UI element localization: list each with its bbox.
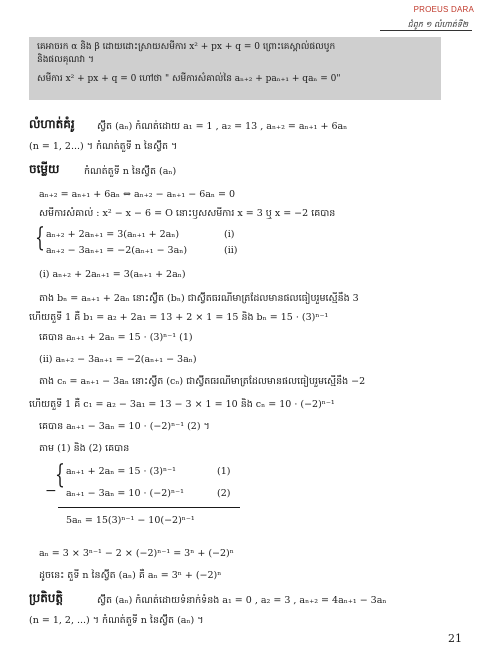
solution-line-3: (i) aₙ₊₂ + 2aₙ₊₁ = 3(aₙ₊₁ + 2aₙ) xyxy=(39,269,186,280)
page-number: 21 xyxy=(448,632,462,645)
solution-intro: កំណត់តួទី n នៃស៊្វីត (aₙ) xyxy=(84,166,177,177)
brand-label: PROEUS DARA xyxy=(413,5,474,14)
solution-line-7: (ii) aₙ₊₂ − 3aₙ₊₁ = −2(aₙ₊₁ − 3aₙ) xyxy=(39,354,197,365)
chapter-label: ជំពូក ១ លំហាត់ទី២ xyxy=(407,20,468,29)
solution-line-11: តាម (1) និង (2) គេបាន xyxy=(39,443,130,454)
solution-line-6: គេបាន aₙ₊₁ + 2aₙ = 15 · (3)ⁿ⁻¹ (1) xyxy=(39,332,193,343)
exercise-line-2: (n = 1, 2...) ។ កំណត់តួទី n នៃស៊្វីត ។ xyxy=(29,141,178,152)
system-1-eq-a: aₙ₊₂ + 2aₙ₊₁ = 3(aₙ₊₁ + 2aₙ) xyxy=(46,229,180,240)
solution-line-10: គេបាន aₙ₊₁ − 3aₙ = 10 · (−2)ⁿ⁻¹ (2) ។ xyxy=(39,421,210,432)
exercise-heading: លំហាត់គំរូ xyxy=(29,117,75,131)
system-1-eq-b: aₙ₊₂ − 3aₙ₊₁ = −2(aₙ₊₁ − 3aₙ) xyxy=(46,245,188,256)
system-brace-1: { xyxy=(35,223,45,253)
solution-heading: ចម្លើយ xyxy=(29,162,60,176)
note-line-1: គេអាចរក α និង β ដោយដោះស្រាយសមីការ x² + px + q = 0 ព្រោះគេស្គាល់ផលបូក xyxy=(37,42,336,52)
system-2-tag-a: (1) xyxy=(217,466,231,477)
practice-heading: ប្រតិបត្តិ xyxy=(29,591,64,605)
solution-line-4: តាង bₙ = aₙ₊₁ + 2aₙ នោះស៊្វីត (bₙ) ជាស៊្វីតធរណីមាត្រដែលមានផលធៀបរួមស្មើនឹង 3 xyxy=(39,293,359,304)
subtract-sign: − xyxy=(45,483,57,499)
system-1-tag-b: (ii) xyxy=(224,245,238,256)
note-line-2: និងផលគុណវា ។ xyxy=(37,55,94,65)
subtraction-rule xyxy=(58,507,240,508)
system-2-tag-b: (2) xyxy=(217,488,231,499)
solution-line-13: aₙ = 3 × 3ⁿ⁻¹ − 2 × (−2)ⁿ⁻¹ = 3ⁿ + (−2)ⁿ xyxy=(39,548,234,559)
system-1-tag-a: (i) xyxy=(224,229,235,240)
header-rule xyxy=(380,30,472,31)
note-box xyxy=(29,37,441,100)
solution-line-5: ហើយតួទី 1 គឺ b₁ = a₂ + 2a₁ = 13 + 2 × 1 = 15 និង bₙ = 15 · (3)ⁿ⁻¹ xyxy=(29,312,329,323)
solution-line-8: តាង cₙ = aₙ₊₁ − 3aₙ នោះស៊្វីត (cₙ) ជាស៊្វីតធរណីមាត្រដែលមានផលធៀបរួមស្មើនឹង −2 xyxy=(39,376,366,387)
exercise-line-1: ស៊្វីត (aₙ) កំណត់ដោយ a₁ = 1 , a₂ = 13 , aₙ₊₂ = aₙ₊₁ + 6aₙ xyxy=(97,121,348,132)
solution-line-14: ដូចនេះ តួទី n នៃស៊្វីត (aₙ) គឺ aₙ = 3ⁿ + (−2)ⁿ xyxy=(39,570,222,581)
solution-line-1: aₙ₊₂ = aₙ₊₁ + 6aₙ ⇔ aₙ₊₂ − aₙ₊₁ − 6aₙ = 0 xyxy=(39,189,236,200)
solution-line-9: ហើយតួទី 1 គឺ c₁ = a₂ − 3a₁ = 13 − 3 × 1 = 10 និង cₙ = 10 · (−2)ⁿ⁻¹ xyxy=(29,399,335,410)
system-2-eq-b: aₙ₊₁ − 3aₙ = 10 · (−2)ⁿ⁻¹ xyxy=(66,488,184,499)
practice-line-1: ស៊្វីត (aₙ) កំណត់ដោយទំនាក់ទំនង a₁ = 0 , a₂ = 3 , aₙ₊₂ = 4aₙ₊₁ − 3aₙ xyxy=(97,595,387,606)
solution-line-12: 5aₙ = 15(3)ⁿ⁻¹ − 10(−2)ⁿ⁻¹ xyxy=(66,515,195,526)
note-line-3: សមីការ x² + px + q = 0 ហៅថា " សមីការសំគាល់នៃ aₙ₊₂ + paₙ₊₁ + qaₙ = 0" xyxy=(37,74,341,84)
practice-line-2: (n = 1, 2, ...) ។ កំណត់តួទី n នៃស៊្វីត (aₙ) ។ xyxy=(29,615,204,626)
system-brace-2: { xyxy=(55,460,65,490)
system-2-eq-a: aₙ₊₁ + 2aₙ = 15 · (3)ⁿ⁻¹ xyxy=(66,466,176,477)
solution-line-2: សមីការសំគាល់ : x² − x − 6 = O នោះឫសសមីការ x = 3 ឬ x = −2 គេបាន xyxy=(39,208,336,219)
